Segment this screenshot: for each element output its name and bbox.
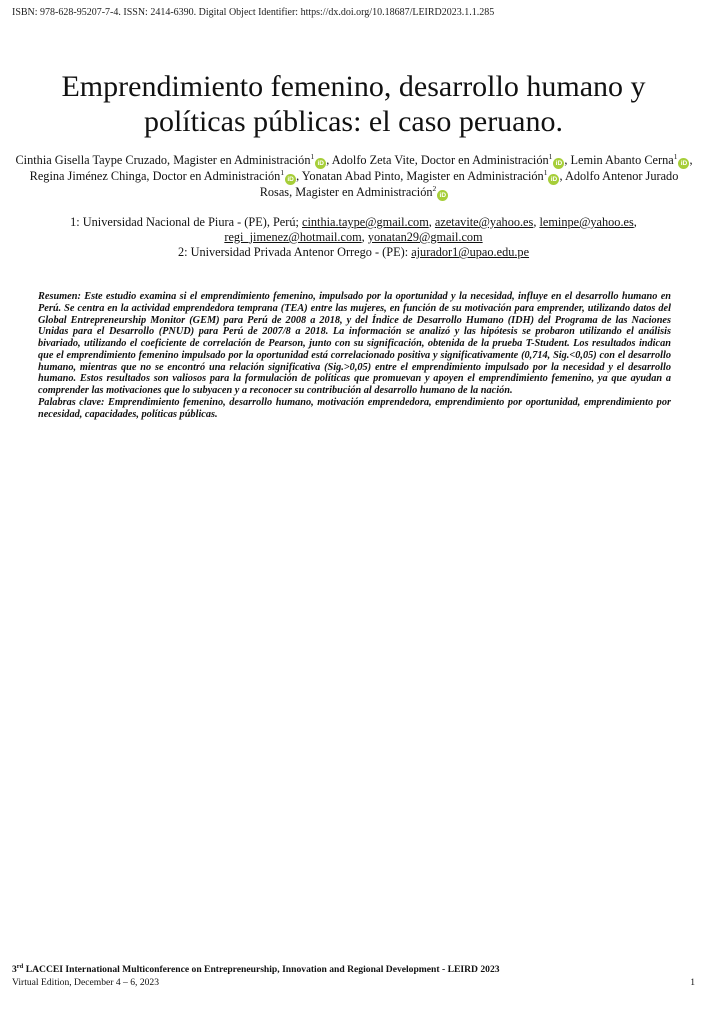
header-identifiers: ISBN: 978-628-95207-7-4. ISSN: 2414-6390. Digital Object Identifier: https://dx.doi.org/10.18687/LEIRD2023.1.1.285 xyxy=(12,7,495,18)
keywords: Palabras clave: Emprendimiento femenino, desarrollo humano, motivación emprendedora, emprendimiento por oportunidad, emprendimiento por necesidad, capacidades, políticas públicas. xyxy=(38,396,671,420)
author-separator: , xyxy=(296,169,302,183)
author xyxy=(332,153,571,167)
email-link[interactable]: azetavite@yahoo.es xyxy=(434,215,534,229)
orcid-icon[interactable]: iD xyxy=(548,174,559,185)
page-number: 1 xyxy=(690,977,695,988)
footer-ordinal-suffix: rd xyxy=(16,962,24,970)
author-separator: , xyxy=(564,153,571,167)
affiliations xyxy=(20,215,687,260)
author xyxy=(302,169,565,183)
abstract-section xyxy=(38,291,671,420)
orcid-icon[interactable]: iD xyxy=(678,158,689,169)
author-separator: , xyxy=(689,153,693,167)
title-line-1: Emprendimiento femenino, desarrollo humano y xyxy=(61,70,646,103)
footer-ordinal: 3 xyxy=(12,964,17,975)
author-name: Yonatan Abad Pinto, Magister en Administración xyxy=(301,169,544,183)
affiliation-2 xyxy=(20,245,687,260)
author xyxy=(571,153,693,167)
title-line-2: políticas públicas: el caso peruano. xyxy=(143,105,564,138)
author-affiliation-marker: 1 xyxy=(548,151,553,161)
email-link[interactable]: leminpe@yahoo.es xyxy=(539,215,634,229)
orcid-icon[interactable]: iD xyxy=(437,190,448,201)
footer-conference xyxy=(12,964,500,975)
email-link[interactable]: ajurador1@upao.edu.pe xyxy=(411,245,530,259)
footer-conference-name: LACCEI International Multiconference on Entrepreneurship, Innovation and Regional Development - LEIRD 2023 xyxy=(23,964,500,975)
author-affiliation-marker: 2 xyxy=(432,183,437,193)
affiliation-2-text: 2: Universidad Privada Antenor Orrego - (PE): xyxy=(177,245,412,259)
author-affiliation-marker: 1 xyxy=(310,151,315,161)
author-name: Adolfo Zeta Vite, Doctor en Administración xyxy=(331,153,549,167)
orcid-icon[interactable]: iD xyxy=(285,174,296,185)
affiliation-1-text: 1: Universidad Nacional de Piura - (PE), Perú; xyxy=(70,215,303,229)
author-affiliation-marker: 1 xyxy=(280,167,285,177)
author-separator: , xyxy=(559,169,565,183)
author-name: Adolfo Antenor Jurado Rosas, Magister en Administración xyxy=(259,169,679,199)
author-list xyxy=(15,153,693,201)
email-link[interactable]: regi_jimenez@hotmail.com xyxy=(224,230,362,244)
email-link[interactable]: yonatan29@gmail.com xyxy=(367,230,483,244)
author-name: Cinthia Gisella Taype Cruzado, Magister en Administración xyxy=(15,153,311,167)
footer-edition: Virtual Edition, December 4 – 6, 2023 xyxy=(12,977,160,988)
affiliation-1 xyxy=(20,215,687,245)
author-separator: , xyxy=(326,153,332,167)
author xyxy=(15,153,331,167)
affiliation-1-emails: cinthia.taype@gmail.com, azetavite@yahoo.es, leminpe@yahoo.es, regi_jimenez@hotmail.com, yonatan29@gmail.com xyxy=(224,215,637,244)
author xyxy=(30,169,302,183)
author-affiliation-marker: 1 xyxy=(673,151,678,161)
abstract-text: Resumen: Este estudio examina si el emprendimiento femenino, impulsado por la oportunidad y la necesidad, influye en el desarrollo humano en Perú. Se centra en la actividad emprendedora temprana (TEA) entre las mujeres, en función de su motivación para emprender, utilizando datos del Global Entrepreneurship Monitor (GEM) para Perú de 2008 a 2018, y del Índice de Desarrollo Humano (IDH) del Programa de las Naciones Unidas para el Desarrollo (PNUD) para Perú de 2007/8 a 2018. La información se analizó y las hipótesis se probaron utilizando el análisis bivariado, utilizando el coeficiente de correlación de Pearson, junto con su significación, obtenida de la prueba T-Student. Los resultados indican que el emprendimiento femenino impulsado por la oportunidad está correlacionado positiva y significativamente (0,714, Sig.<0,05) con el desarrollo humano, mientras que no se encontró una relación significativa (Sig.>0,05) entre el emprendimiento impulsado por la necesidad y el desarrollo humano. Estos resultados son valiosos para la formulación de políticas que promuevan y apoyen el emprendimiento femenino, ya que ayudan a comprender las motivaciones que lo subyacen y a reconocer su contribución al desarrollo humano de la nación. xyxy=(38,291,671,396)
paper-title xyxy=(20,69,687,139)
author-affiliation-marker: 1 xyxy=(543,167,548,177)
author-name: Regina Jiménez Chinga, Doctor en Administración xyxy=(29,169,281,183)
orcid-icon[interactable]: iD xyxy=(553,158,564,169)
email-link[interactable]: cinthia.taype@gmail.com xyxy=(302,215,429,229)
author-name: Lemin Abanto Cerna xyxy=(570,153,674,167)
orcid-icon[interactable]: iD xyxy=(315,158,326,169)
